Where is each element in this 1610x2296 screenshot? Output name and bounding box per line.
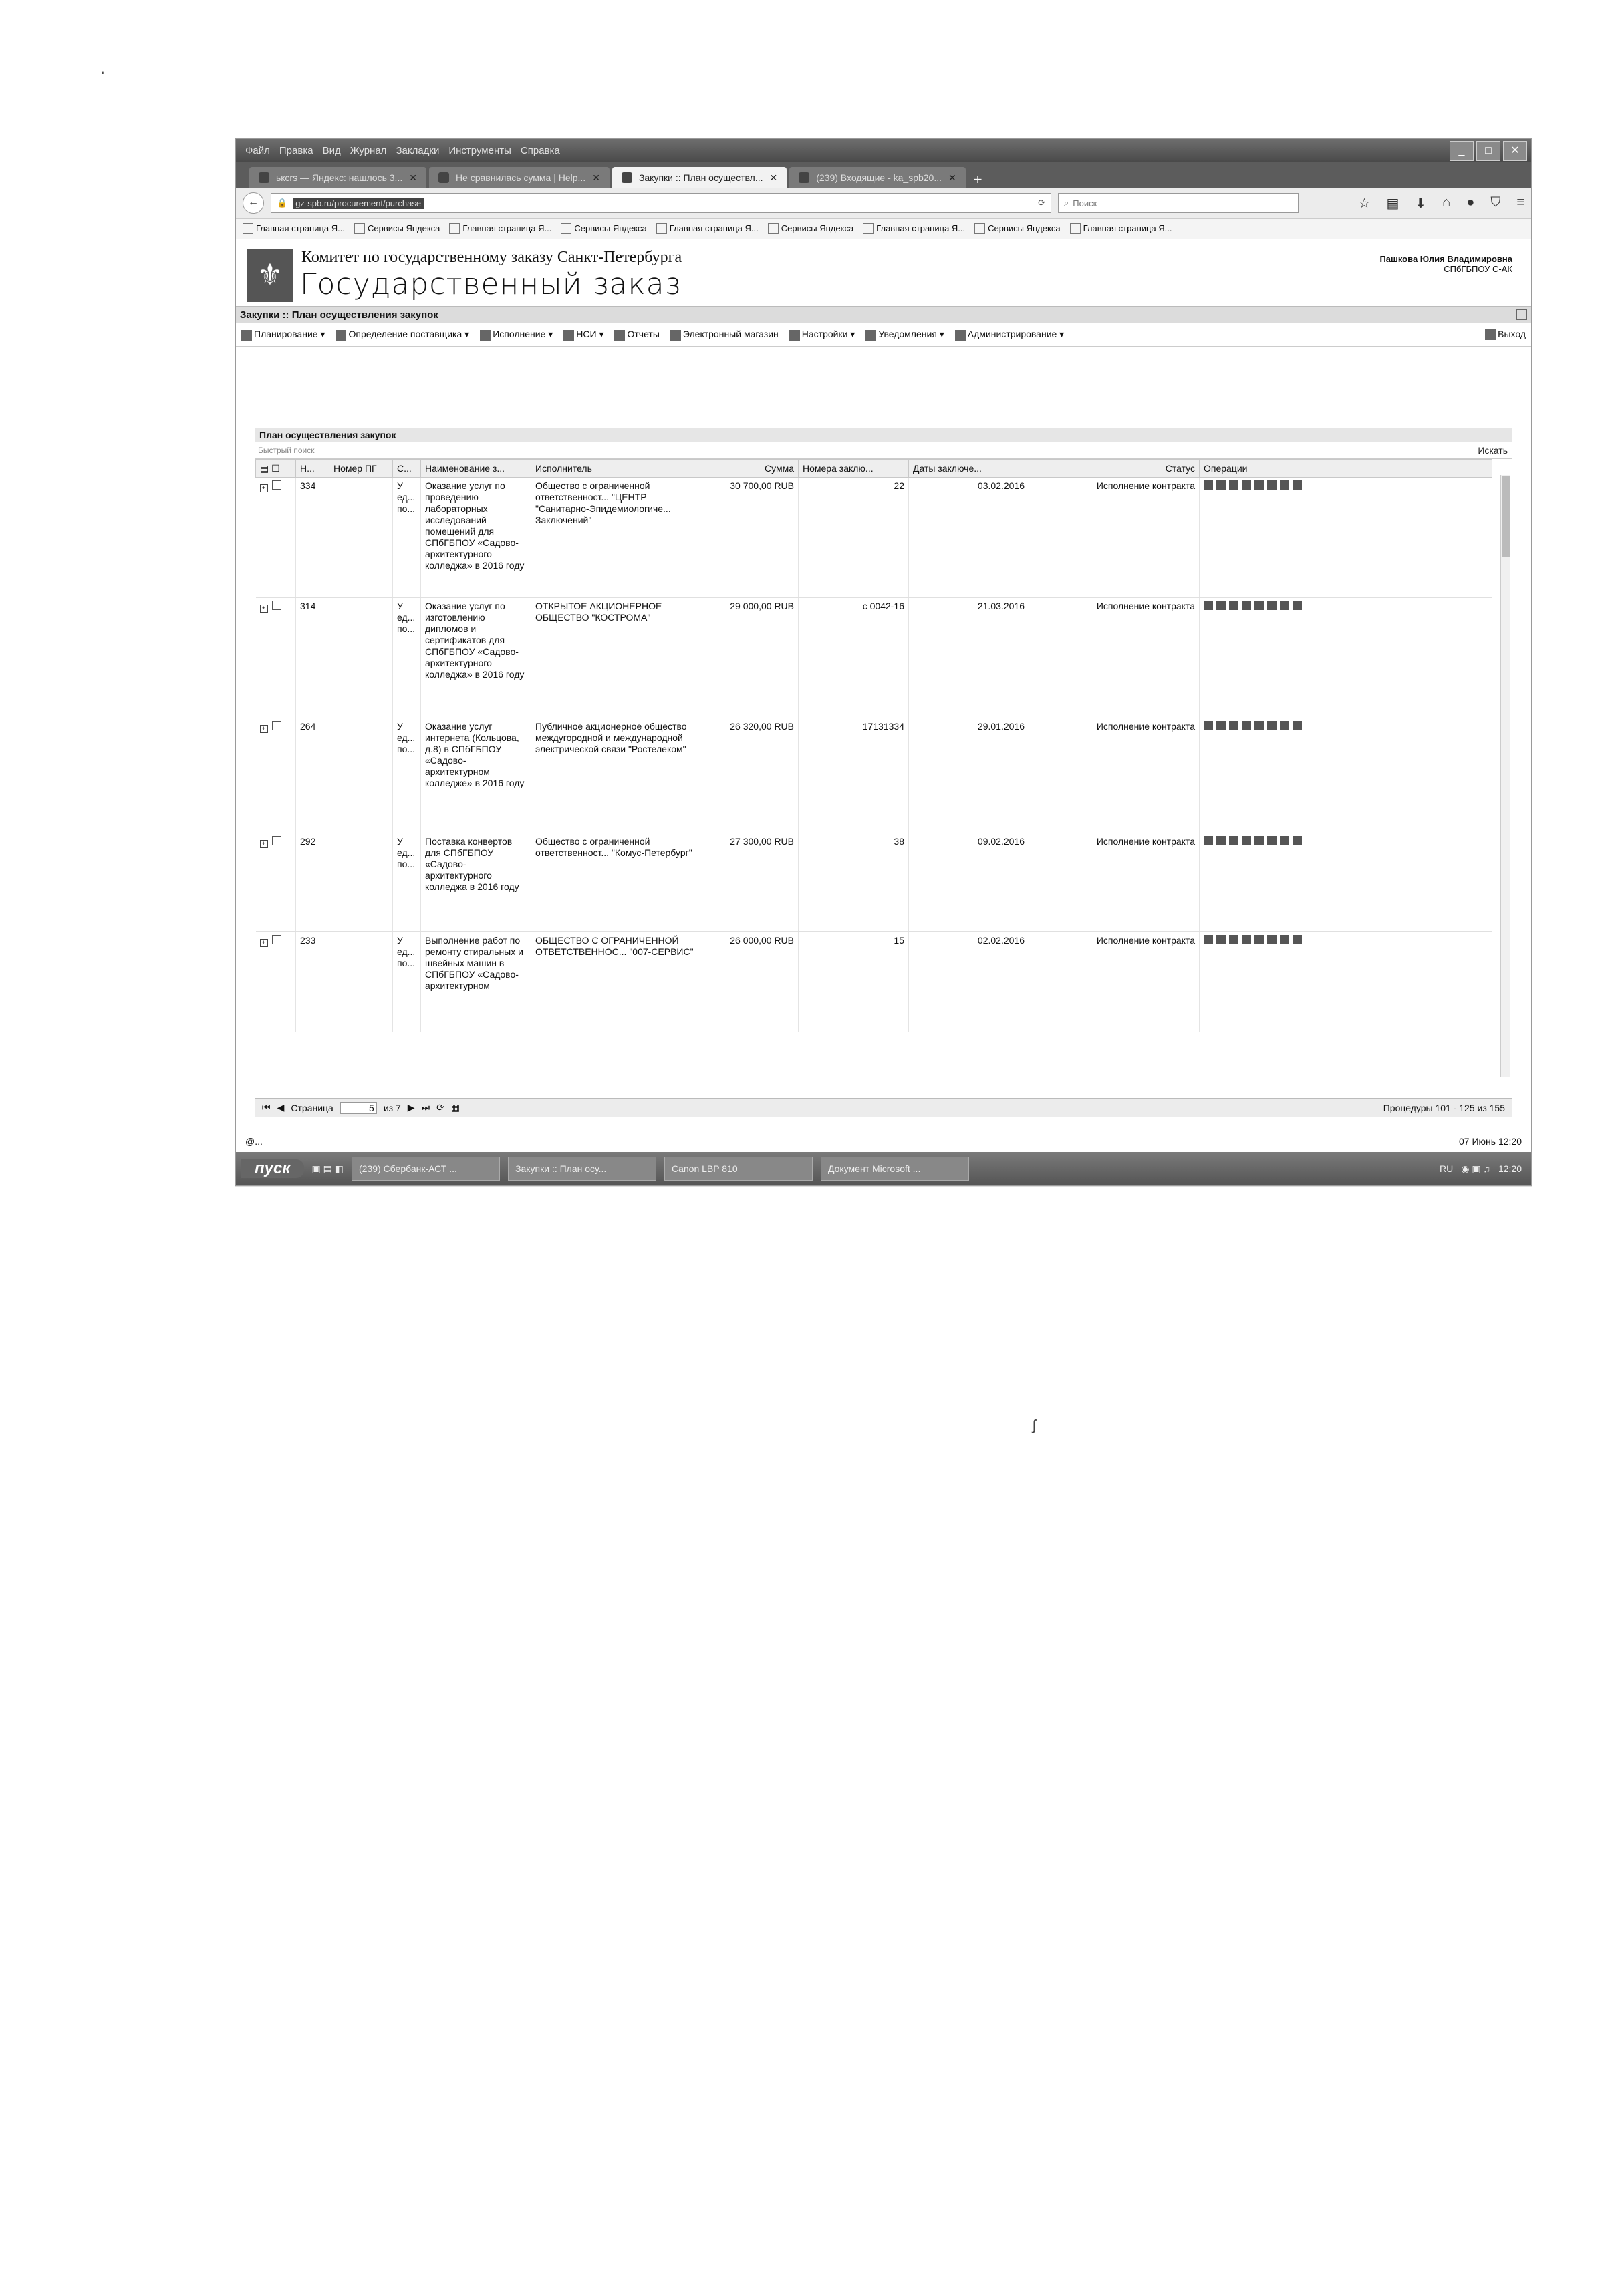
cell-operations <box>1200 598 1492 718</box>
tab-close-icon[interactable]: ✕ <box>769 172 778 183</box>
vertical-scrollbar[interactable] <box>1500 475 1510 1077</box>
site-title: Государственный заказ <box>300 267 682 301</box>
stats-icon[interactable] <box>1267 480 1277 490</box>
globe-icon[interactable] <box>1254 601 1264 610</box>
cell-operations <box>1200 932 1492 1032</box>
document-icon[interactable] <box>1229 601 1238 610</box>
cell-date: 02.02.2016 <box>909 932 1029 1032</box>
menu-edit[interactable]: Правка <box>279 144 313 156</box>
col-s[interactable]: С... <box>393 460 421 478</box>
cell-executor: Общество с ограниченной ответственност... "ЦЕНТР "Санитарно-Эпидемиологиче... Заключений" <box>531 478 698 598</box>
col-n[interactable]: Н... <box>296 460 329 478</box>
star-icon[interactable]: ☆ <box>1358 196 1371 211</box>
cell-name: Оказание услуг по изготовлению дипломов и сертификатов для СПбГБПОУ «Садово-архитектурного колледжа» в 2016 году <box>421 598 531 718</box>
stats-icon[interactable] <box>1267 721 1277 730</box>
cell-name: Поставка конвертов для СПбГБПОУ «Садово-архитектурного колледжа в 2016 году <box>421 833 531 932</box>
chart-icon[interactable] <box>1204 836 1213 845</box>
barcode-icon[interactable] <box>1293 601 1302 610</box>
first-page-icon[interactable]: ⏮ <box>262 1102 271 1113</box>
cell-sum: 29 000,00 RUB <box>698 598 799 718</box>
tool-icon[interactable] <box>1280 836 1289 845</box>
tool-icon[interactable] <box>1280 721 1289 730</box>
col-name[interactable]: Наименование з... <box>421 460 531 478</box>
yandex-icon <box>863 223 874 234</box>
expand-icon[interactable]: + <box>260 840 268 848</box>
browser-tab[interactable] <box>789 167 966 188</box>
cell-pg <box>329 478 393 598</box>
cell-pg <box>329 932 393 1032</box>
search-placeholder: Поиск <box>1073 198 1097 208</box>
col-operations[interactable]: Операции <box>1200 460 1492 478</box>
folder-icon <box>974 223 985 234</box>
table-row[interactable] <box>256 833 1492 932</box>
barcode-icon[interactable] <box>1293 836 1302 845</box>
menu-planning[interactable]: Планирование ▾ <box>241 329 325 340</box>
chat-icon[interactable]: ● <box>1466 194 1475 210</box>
status-datetime: 07 Июнь 12:20 <box>1459 1136 1522 1147</box>
app-menu <box>236 323 1531 347</box>
cell-operations <box>1200 833 1492 932</box>
col-date[interactable]: Даты заключе... <box>909 460 1029 478</box>
cell-contract-no: 38 <box>799 833 909 932</box>
language-indicator[interactable]: RU <box>1439 1163 1454 1174</box>
bookmark-item[interactable]: Главная страница Я... <box>863 223 965 235</box>
tab-label: (239) Входящие - ka_spb20... <box>816 172 942 183</box>
chart-icon[interactable] <box>1204 721 1213 730</box>
barcode-icon[interactable] <box>1293 480 1302 490</box>
table-header <box>256 460 1492 478</box>
committee-name: Комитет по государственному заказу Санкт-Петербурга <box>301 249 682 266</box>
table-row[interactable] <box>256 478 1492 598</box>
cell-pg <box>329 833 393 932</box>
emblem-icon: ⚜ <box>247 249 293 302</box>
taskbar <box>236 1152 1531 1185</box>
row-checkbox[interactable] <box>272 836 281 845</box>
cell-status: Исполнение контракта <box>1029 598 1200 718</box>
tab-label: Закупки :: План осуществл... <box>638 172 763 183</box>
purchase-table <box>255 459 1492 1032</box>
bookmark-item[interactable]: Сервисы Яндекса <box>768 223 853 235</box>
cell-sum: 27 300,00 RUB <box>698 833 799 932</box>
export-icon[interactable]: ▦ <box>450 1102 460 1113</box>
edit-icon[interactable] <box>1242 601 1251 610</box>
cell-operations <box>1200 478 1492 598</box>
tab-close-icon[interactable]: ✕ <box>948 172 956 183</box>
menu-help[interactable]: Справка <box>520 144 560 156</box>
globe-icon[interactable] <box>1254 480 1264 490</box>
cell-pg <box>329 718 393 833</box>
filter-input[interactable]: Быстрый поиск <box>258 446 315 455</box>
tab-close-icon[interactable]: ✕ <box>409 172 417 183</box>
cell-status: Исполнение контракта <box>1029 718 1200 833</box>
col-executor[interactable]: Исполнитель <box>531 460 698 478</box>
exit-button[interactable]: Выход <box>1485 329 1526 340</box>
menu-tools[interactable]: Инструменты <box>448 144 511 156</box>
cell-executor: ОТКРЫТОЕ АКЦИОНЕРНОЕ ОБЩЕСТВО "КОСТРОМА" <box>531 598 698 718</box>
user-name: Пашкова Юлия Владимировна <box>1379 254 1512 264</box>
yandex-icon <box>656 223 667 234</box>
tab-close-icon[interactable]: ✕ <box>592 172 600 183</box>
tray-icons[interactable]: ◉ ▣ ♫ <box>1461 1163 1490 1174</box>
cell-s: У ед... по... <box>393 932 421 1032</box>
refresh-icon[interactable] <box>1216 935 1226 944</box>
tool-icon[interactable] <box>1280 601 1289 610</box>
cell-date: 09.02.2016 <box>909 833 1029 932</box>
menu-execution[interactable]: Исполнение ▾ <box>480 329 553 340</box>
menu-nsi[interactable]: НСИ ▾ <box>563 329 603 340</box>
supplier-icon <box>336 330 346 341</box>
site-header <box>236 239 1531 306</box>
row-checkbox[interactable] <box>272 480 281 490</box>
breadcrumb <box>236 306 1531 323</box>
cell-date: 29.01.2016 <box>909 718 1029 833</box>
back-icon[interactable]: ← <box>243 192 264 214</box>
tool-icon[interactable] <box>1280 935 1289 944</box>
prev-page-icon[interactable]: ◀ <box>277 1102 285 1113</box>
chart-icon[interactable] <box>1204 480 1213 490</box>
download-icon[interactable]: ⬇ <box>1415 196 1427 211</box>
document-icon[interactable] <box>1229 935 1238 944</box>
expand-icon[interactable]: + <box>260 939 268 947</box>
tab-label: ькcrs — Яндекс: нашлось 3... <box>276 172 403 183</box>
scan-mark: · <box>100 63 106 80</box>
minimize-button[interactable]: _ <box>1450 141 1474 161</box>
cell-contract-no: с 0042-16 <box>799 598 909 718</box>
nsi-icon <box>563 330 574 341</box>
browser-tab[interactable] <box>249 167 426 188</box>
close-window-button[interactable]: ✕ <box>1503 141 1527 161</box>
col-sum[interactable]: Сумма <box>698 460 799 478</box>
breadcrumb-text: Закупки :: План осуществления закупок <box>240 309 438 321</box>
table-row[interactable] <box>256 718 1492 833</box>
table-row[interactable] <box>256 932 1492 1032</box>
navigation-bar <box>236 188 1531 219</box>
edit-icon[interactable] <box>1242 721 1251 730</box>
clock: 12:20 <box>1498 1163 1522 1174</box>
pin-icon[interactable] <box>1516 309 1527 320</box>
tab-favicon <box>438 172 449 183</box>
reload-icon[interactable]: ⟳ <box>1038 198 1045 208</box>
yandex-icon <box>449 223 460 234</box>
document-icon[interactable] <box>1229 836 1238 845</box>
window-controls <box>1450 141 1527 161</box>
cell-n: 334 <box>296 478 329 598</box>
edit-icon[interactable] <box>1242 935 1251 944</box>
yandex-icon <box>1070 223 1081 234</box>
cell-n: 314 <box>296 598 329 718</box>
browser-tab[interactable] <box>429 167 610 188</box>
taskbar-button[interactable]: Документ Microsoft ... <box>821 1157 969 1181</box>
cell-n: 292 <box>296 833 329 932</box>
scan-mark: ʃ <box>1033 1417 1036 1433</box>
menu-notifications[interactable]: Уведомления ▾ <box>865 329 944 340</box>
purchase-plan-panel <box>255 428 1512 1117</box>
row-checkbox[interactable] <box>272 935 281 944</box>
document-icon[interactable] <box>1229 480 1238 490</box>
cell-n: 233 <box>296 932 329 1032</box>
notifications-icon <box>865 330 876 341</box>
cell-contract-no: 22 <box>799 478 909 598</box>
globe-icon[interactable] <box>1254 721 1264 730</box>
refresh-icon[interactable] <box>1216 721 1226 730</box>
menu-view[interactable]: Вид <box>322 144 341 156</box>
browser-tab-active[interactable] <box>612 167 787 188</box>
lock-icon: 🔒 <box>277 198 288 208</box>
taskbar-button[interactable]: Закупки :: План осу... <box>508 1157 656 1181</box>
tab-favicon <box>622 172 632 183</box>
maximize-button[interactable]: □ <box>1476 141 1500 161</box>
cell-s: У ед... по... <box>393 718 421 833</box>
admin-icon <box>955 330 966 341</box>
bookmark-item[interactable]: Главная страница Я... <box>1070 223 1172 235</box>
col-select[interactable]: ▤ ☐ <box>256 460 296 478</box>
refresh-icon[interactable] <box>1216 836 1226 845</box>
row-checkbox[interactable] <box>272 721 281 730</box>
folder-icon <box>768 223 779 234</box>
cell-executor: ОБЩЕСТВО С ОГРАНИЧЕННОЙ ОТВЕТСТВЕННОС... "007-СЕРВИС" <box>531 932 698 1032</box>
bookmark-item[interactable]: Сервисы Яндекса <box>354 223 440 235</box>
expand-icon[interactable]: + <box>260 484 268 492</box>
globe-icon[interactable] <box>1254 836 1264 845</box>
row-checkbox[interactable] <box>272 601 281 610</box>
search-input[interactable] <box>1058 193 1299 213</box>
cell-operations <box>1200 718 1492 833</box>
refresh-icon[interactable] <box>1216 601 1226 610</box>
menu-settings[interactable]: Настройки ▾ <box>789 329 855 340</box>
expand-icon[interactable]: + <box>260 605 268 613</box>
stats-icon[interactable] <box>1267 836 1277 845</box>
cell-sum: 26 320,00 RUB <box>698 718 799 833</box>
barcode-icon[interactable] <box>1293 935 1302 944</box>
planning-icon <box>241 330 252 341</box>
bookmark-item[interactable]: Главная страница Я... <box>449 223 551 235</box>
cell-contract-no: 15 <box>799 932 909 1032</box>
globe-icon[interactable] <box>1254 935 1264 944</box>
page-count: из 7 <box>383 1102 401 1113</box>
reports-icon <box>614 330 625 341</box>
cell-status: Исполнение контракта <box>1029 478 1200 598</box>
menu-reports[interactable]: Отчеты <box>614 329 659 340</box>
user-info <box>1379 254 1512 274</box>
address-bar[interactable] <box>271 193 1051 213</box>
tab-favicon <box>259 172 269 183</box>
tool-icon[interactable] <box>1280 480 1289 490</box>
settings-icon <box>789 330 800 341</box>
quicklaunch-icon[interactable]: ▣ ▤ ◧ <box>311 1163 344 1174</box>
tab-label: Не сравнилась сумма | Help... <box>455 172 586 183</box>
scrollbar-thumb[interactable] <box>1502 476 1510 557</box>
browser-window <box>235 138 1532 1186</box>
cell-s: У ед... по... <box>393 478 421 598</box>
pager-summary: Процедуры 101 - 125 из 155 <box>1383 1102 1505 1113</box>
next-page-icon[interactable]: ▶ <box>407 1102 415 1113</box>
bookmarks-bar <box>236 219 1531 239</box>
start-button[interactable]: пуск <box>241 1159 304 1178</box>
menu-eshop[interactable]: Электронный магазин <box>670 329 779 340</box>
document-icon[interactable] <box>1229 721 1238 730</box>
execution-icon <box>480 330 491 341</box>
cell-contract-no: 17131334 <box>799 718 909 833</box>
taskbar-button[interactable]: (239) Сбербанк-АСТ ... <box>352 1157 500 1181</box>
menu-file[interactable]: Файл <box>245 144 270 156</box>
hamburger-menu-icon[interactable]: ≡ <box>1516 194 1524 210</box>
cell-status: Исполнение контракта <box>1029 932 1200 1032</box>
user-org: СПбГБПОУ С-АК <box>1444 264 1512 274</box>
col-pg[interactable]: Номер ПГ <box>329 460 393 478</box>
bookmark-item[interactable]: Сервисы Яндекса <box>974 223 1060 235</box>
chart-icon[interactable] <box>1204 935 1213 944</box>
taskbar-button[interactable]: Canon LBP 810 <box>664 1157 813 1181</box>
cell-name: Выполнение работ по ремонту стиральных и швейных машин в СПбГБПОУ «Садово-архитектурном <box>421 932 531 1032</box>
new-tab-button[interactable]: + <box>973 171 982 188</box>
exit-icon <box>1485 329 1496 340</box>
tab-strip <box>236 162 1531 188</box>
col-status[interactable]: Статус <box>1029 460 1200 478</box>
col-contract-no[interactable]: Номера заклю... <box>799 460 909 478</box>
expand-icon[interactable]: + <box>260 725 268 733</box>
cell-sum: 26 000,00 RUB <box>698 932 799 1032</box>
stats-icon[interactable] <box>1267 601 1277 610</box>
edit-icon[interactable] <box>1242 836 1251 845</box>
cell-n: 264 <box>296 718 329 833</box>
bookmark-item[interactable]: Главная страница Я... <box>243 223 345 235</box>
page-label: Страница <box>291 1102 333 1113</box>
find-button[interactable]: Искать <box>1478 445 1508 456</box>
cell-pg <box>329 598 393 718</box>
reading-list-icon[interactable]: ▤ <box>1386 196 1399 211</box>
menu-admin[interactable]: Администрирование ▾ <box>955 329 1064 340</box>
shop-icon <box>670 330 681 341</box>
barcode-icon[interactable] <box>1293 721 1302 730</box>
panel-title: План осуществления закупок <box>255 428 1512 442</box>
system-tray <box>1440 1163 1531 1175</box>
cell-name: Оказание услуг интернета (Кольцова, д.8) в СПбГБПОУ «Садово-архитектурном колледже» в 2016 году <box>421 718 531 833</box>
last-page-icon[interactable]: ⏭ <box>421 1102 430 1113</box>
bookmark-item[interactable]: Сервисы Яндекса <box>561 223 646 235</box>
toolbar-icons <box>1359 195 1524 212</box>
cell-status: Исполнение контракта <box>1029 833 1200 932</box>
tab-favicon <box>799 172 809 183</box>
cell-date: 21.03.2016 <box>909 598 1029 718</box>
refresh-icon[interactable] <box>1216 480 1226 490</box>
menu-bookmarks[interactable]: Закладки <box>396 144 440 156</box>
home-icon[interactable]: ⌂ <box>1442 194 1451 210</box>
status-bar <box>236 1133 1531 1149</box>
table-row[interactable] <box>256 598 1492 718</box>
shield-icon[interactable]: ⛉ <box>1490 194 1501 210</box>
chart-icon[interactable] <box>1204 601 1213 610</box>
refresh-icon[interactable]: ⟳ <box>436 1102 444 1113</box>
cell-s: У ед... по... <box>393 598 421 718</box>
menu-history[interactable]: Журнал <box>350 144 387 156</box>
cell-sum: 30 700,00 RUB <box>698 478 799 598</box>
edit-icon[interactable] <box>1242 480 1251 490</box>
bookmark-item[interactable]: Главная страница Я... <box>656 223 759 235</box>
status-left: @... <box>245 1136 263 1147</box>
quick-filter <box>255 442 1512 459</box>
menu-bar <box>236 139 1531 162</box>
cell-date: 03.02.2016 <box>909 478 1029 598</box>
search-icon: ⌕ <box>1064 198 1069 208</box>
folder-icon <box>354 223 365 234</box>
url-text: gz-spb.ru/procurement/purchase <box>293 198 424 209</box>
cell-executor: Публичное акционерное общество междугородной и международной электрической связи "Ростелеком" <box>531 718 698 833</box>
yandex-icon <box>243 223 253 234</box>
cell-name: Оказание услуг по проведению лабораторных исследований помещений для СПбГБПОУ «Садово-архитектурного колледжа» в 2016 году <box>421 478 531 598</box>
stats-icon[interactable] <box>1267 935 1277 944</box>
menu-supplier[interactable]: Определение поставщика ▾ <box>336 329 469 340</box>
cell-executor: Общество с ограниченной ответственност... "Комус-Петербург" <box>531 833 698 932</box>
pagination <box>255 1098 1512 1117</box>
folder-icon <box>561 223 571 234</box>
page-number-input[interactable]: 5 <box>340 1102 377 1114</box>
cell-s: У ед... по... <box>393 833 421 932</box>
